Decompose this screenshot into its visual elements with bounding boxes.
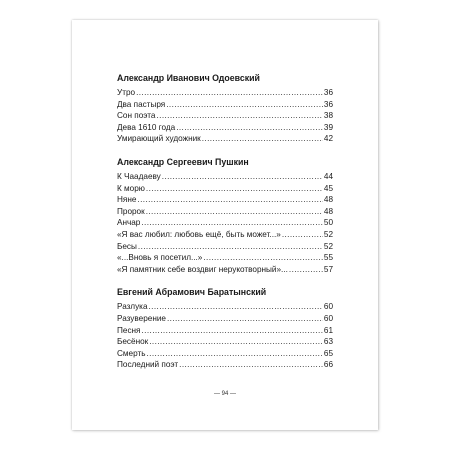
toc-entry xyxy=(117,217,333,229)
dot-leader xyxy=(141,217,323,229)
entry-page: 65 xyxy=(323,348,333,358)
entry-page: 38 xyxy=(323,111,333,121)
toc-entry xyxy=(117,122,333,134)
toc-entry xyxy=(117,336,333,348)
entry-page: 66 xyxy=(323,360,333,370)
dot-leader xyxy=(179,359,323,371)
toc-entry xyxy=(117,99,333,111)
toc-entry xyxy=(117,229,333,241)
entry-title: Утро xyxy=(117,88,136,97)
entry-title: Умирающий художник xyxy=(117,134,201,144)
toc-entry xyxy=(117,110,333,122)
toc-entry xyxy=(117,264,333,276)
dot-leader xyxy=(142,325,323,337)
entry-page: 39 xyxy=(323,122,333,132)
toc-entry xyxy=(117,252,333,264)
entry-title: Смерть xyxy=(117,348,146,358)
dot-leader xyxy=(167,313,323,325)
author-heading: Александр Иванович Одоевский xyxy=(117,73,260,83)
dot-leader xyxy=(136,87,323,99)
dot-leader xyxy=(146,348,322,360)
dot-leader xyxy=(149,336,323,348)
dot-leader xyxy=(146,183,323,195)
toc-entry xyxy=(117,183,333,195)
entry-page: 36 xyxy=(323,99,333,109)
entry-page: 60 xyxy=(323,313,333,323)
toc-entry xyxy=(117,241,333,253)
entry-title: Два пастыря xyxy=(117,99,166,109)
entry-title: Сон поэта xyxy=(117,111,156,121)
entry-title: Няне xyxy=(117,195,137,205)
toc-entry xyxy=(117,359,333,371)
book-page xyxy=(72,20,378,430)
entry-title: Анчар xyxy=(117,218,141,228)
entry-title: К Чаадаеву xyxy=(117,171,161,181)
entry-page: 52 xyxy=(323,241,333,251)
entry-page: 48 xyxy=(323,206,333,216)
entry-title: Последний поэт xyxy=(117,360,179,370)
entry-title: Песня xyxy=(117,325,141,335)
author-heading: Александр Сергеевич Пушкин xyxy=(117,156,249,167)
dot-leader xyxy=(137,194,322,206)
author-heading: Евгений Абрамович Баратынский xyxy=(117,287,267,298)
toc-entry xyxy=(117,133,333,145)
toc-section-baratynsky xyxy=(117,287,333,371)
entry-title: «Я памятник себе воздвиг нерукотворный»... xyxy=(117,264,288,274)
entry-title: Бесёнок xyxy=(117,337,149,347)
dot-leader xyxy=(156,110,322,122)
entry-title: Бесы xyxy=(117,241,137,251)
dot-leader xyxy=(202,133,323,145)
entry-page: 52 xyxy=(323,229,333,239)
entry-page: 45 xyxy=(323,183,333,193)
toc-entry xyxy=(117,313,333,325)
dot-leader xyxy=(162,171,323,183)
dot-leader xyxy=(146,206,323,218)
dot-leader xyxy=(166,99,323,111)
entry-page: 60 xyxy=(323,302,333,312)
dot-leader xyxy=(138,241,323,253)
entry-page: 61 xyxy=(323,325,333,335)
entry-page: 63 xyxy=(323,337,333,347)
entry-page: 57 xyxy=(323,264,333,274)
toc-entry xyxy=(117,171,333,183)
table-of-contents xyxy=(117,73,333,383)
dot-leader xyxy=(149,301,323,313)
entry-page: 42 xyxy=(323,134,333,144)
entry-page: 48 xyxy=(323,195,333,205)
entry-title: К морю xyxy=(117,183,145,193)
page-number: — 94 — xyxy=(213,391,236,397)
toc-entry xyxy=(117,348,333,360)
dot-leader xyxy=(282,229,323,241)
toc-section-pushkin xyxy=(117,157,333,275)
entry-title: Пророк xyxy=(117,206,145,216)
entry-title: Разлука xyxy=(117,302,148,312)
toc-entry xyxy=(117,87,333,99)
entry-title: Дева 1610 года xyxy=(117,122,176,132)
dot-leader xyxy=(176,122,323,134)
entry-page: 55 xyxy=(323,253,333,263)
entry-title: «...Вновь я посетил...» xyxy=(117,253,203,263)
toc-entry xyxy=(117,206,333,218)
entry-page: 44 xyxy=(323,171,333,181)
entry-page: 36 xyxy=(323,88,333,97)
toc-section-odoevsky xyxy=(117,73,333,145)
toc-entry xyxy=(117,301,333,313)
entry-title: «Я вас любил: любовь ещё, быть может...» xyxy=(117,229,281,239)
toc-entry xyxy=(117,325,333,337)
entry-page: 50 xyxy=(323,218,333,228)
dot-leader xyxy=(289,264,323,276)
dot-leader xyxy=(203,252,323,264)
toc-entry xyxy=(117,194,333,206)
entry-title: Разуверение xyxy=(117,313,166,323)
